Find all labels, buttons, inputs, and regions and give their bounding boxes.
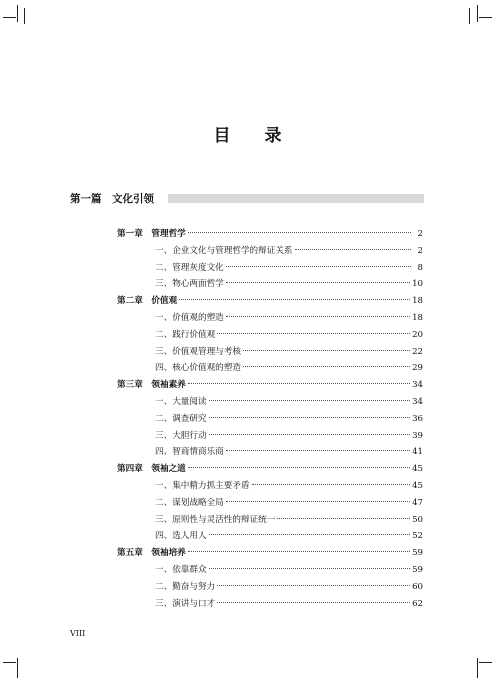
toc-section-entry[interactable] xyxy=(117,276,423,293)
toc-leader-dots xyxy=(243,350,410,351)
toc-section-entry[interactable] xyxy=(117,327,423,344)
toc-entry-label: 四、选人用人 xyxy=(155,531,207,542)
toc-entry-page: 50 xyxy=(412,514,423,525)
toc-entry-label: 三、演讲与口才 xyxy=(155,598,216,609)
toc-entry-page: 62 xyxy=(412,598,423,609)
crop-mark-top-left-v1 xyxy=(17,5,18,22)
toc-chapter-entry[interactable] xyxy=(117,377,423,394)
toc-entry-label: 第一章 管理哲学 xyxy=(117,229,186,239)
crop-mark-bottom-right-h xyxy=(479,662,492,663)
toc-leader-dots xyxy=(226,501,410,502)
crop-mark-bottom-right-v xyxy=(477,658,478,678)
toc-leader-dots xyxy=(209,568,410,569)
toc-entry-label: 一、集中精力抓主要矛盾 xyxy=(155,480,250,491)
crop-mark-top-right-v1 xyxy=(469,8,470,24)
toc-entry-label: 一、企业文化与管理哲学的辩证关系 xyxy=(155,245,293,256)
toc-entry-label: 二、管理灰度文化 xyxy=(155,262,224,273)
toc-section-entry[interactable] xyxy=(117,495,423,512)
toc-entry-page: 41 xyxy=(412,447,423,458)
toc-section-entry[interactable] xyxy=(117,444,423,461)
toc-entry-page: 60 xyxy=(412,581,423,592)
toc-entry-label: 三、价值观管理与考核 xyxy=(155,346,241,357)
toc-entry-label: 四、核心价值观的塑造 xyxy=(155,363,241,374)
toc-leader-dots xyxy=(188,232,411,233)
toc-leader-dots xyxy=(188,467,410,468)
toc-leader-dots xyxy=(209,534,410,535)
toc-entry-label: 四、智商情商乐商 xyxy=(155,447,224,458)
toc-entry-page: 18 xyxy=(412,312,423,323)
toc-entry-page: 20 xyxy=(412,329,423,340)
toc-entry-label: 二、调查研究 xyxy=(155,413,207,424)
toc-leader-dots xyxy=(295,249,411,250)
crop-mark-bottom-left-h xyxy=(3,662,16,663)
toc-leader-dots xyxy=(179,299,410,300)
toc-leader-dots xyxy=(217,585,410,586)
toc-leader-dots xyxy=(209,400,410,401)
toc-leader-dots xyxy=(226,266,411,267)
toc-entry-page: 59 xyxy=(412,564,423,575)
toc-section-entry[interactable] xyxy=(117,512,423,529)
toc-leader-dots xyxy=(217,602,410,603)
toc-leader-dots xyxy=(209,434,410,435)
toc-entry-label: 二、勤奋与努力 xyxy=(155,581,216,592)
toc-chapter-entry[interactable] xyxy=(117,545,423,562)
toc-leader-dots xyxy=(226,316,410,317)
toc-entry-page: 52 xyxy=(412,531,423,542)
toc-section-entry[interactable] xyxy=(117,478,423,495)
toc-entry-label: 二、谋划战略全局 xyxy=(155,497,224,508)
table-of-contents xyxy=(117,226,423,612)
toc-entry-label: 一、大量阅读 xyxy=(155,396,207,407)
toc-section-entry[interactable] xyxy=(117,243,423,260)
part-heading-bar xyxy=(168,194,424,203)
toc-entry-page: 2 xyxy=(417,229,423,239)
toc-entry-page: 45 xyxy=(412,480,423,491)
toc-leader-dots xyxy=(277,518,410,519)
toc-leader-dots xyxy=(243,366,410,367)
toc-entry-page: 39 xyxy=(412,430,423,441)
toc-entry-page: 10 xyxy=(412,279,423,290)
toc-entry-label: 三、物心两面哲学 xyxy=(155,279,224,290)
toc-chapter-entry[interactable] xyxy=(117,293,423,310)
toc-entry-label: 第四章 领袖之道 xyxy=(117,464,186,475)
crop-mark-top-right-h xyxy=(479,17,492,18)
toc-leader-dots xyxy=(252,484,411,485)
page-number: VIII xyxy=(70,629,86,638)
toc-entry-label: 第三章 领袖素养 xyxy=(117,380,186,391)
crop-mark-top-left-v2 xyxy=(24,8,25,24)
toc-entry-label: 三、原则性与灵活性的辩证统一 xyxy=(155,514,276,525)
toc-section-entry[interactable] xyxy=(117,562,423,579)
crop-mark-bottom-left-v xyxy=(17,658,18,678)
toc-entry-page: 34 xyxy=(412,396,423,407)
toc-entry-label: 第二章 价值观 xyxy=(117,296,178,307)
toc-leader-dots xyxy=(209,417,410,418)
toc-entry-label: 第五章 领袖培养 xyxy=(117,548,186,559)
toc-chapter-entry[interactable] xyxy=(117,226,423,243)
toc-section-entry[interactable] xyxy=(117,411,423,428)
toc-entry-page: 36 xyxy=(412,413,423,424)
toc-section-entry[interactable] xyxy=(117,596,423,613)
toc-leader-dots xyxy=(188,383,410,384)
toc-entry-page: 29 xyxy=(412,363,423,374)
crop-mark-top-right-v2 xyxy=(477,5,478,22)
toc-leader-dots xyxy=(226,450,410,451)
page-title: 目 录 xyxy=(213,126,296,146)
crop-mark-top-left-h xyxy=(3,17,16,18)
toc-leader-dots xyxy=(226,282,410,283)
toc-entry-label: 三、大胆行动 xyxy=(155,430,207,441)
toc-entry-page: 18 xyxy=(412,296,423,307)
toc-leader-dots xyxy=(188,551,410,552)
toc-section-entry[interactable] xyxy=(117,579,423,596)
toc-section-entry[interactable] xyxy=(117,528,423,545)
toc-section-entry[interactable] xyxy=(117,360,423,377)
part-heading xyxy=(70,192,424,204)
toc-section-entry[interactable] xyxy=(117,394,423,411)
toc-entry-page: 59 xyxy=(412,548,423,559)
toc-entry-page: 47 xyxy=(412,497,423,508)
toc-section-entry[interactable] xyxy=(117,260,423,277)
toc-entry-page: 2 xyxy=(417,245,423,256)
toc-section-entry[interactable] xyxy=(117,310,423,327)
toc-entry-page: 45 xyxy=(412,464,423,475)
toc-entry-page: 8 xyxy=(417,262,423,273)
toc-entry-page: 34 xyxy=(412,380,423,391)
toc-entry-label: 二、践行价值观 xyxy=(155,329,216,340)
toc-entry-page: 22 xyxy=(412,346,423,357)
toc-entry-label: 一、价值观的塑造 xyxy=(155,312,224,323)
toc-section-entry[interactable] xyxy=(117,428,423,445)
toc-leader-dots xyxy=(217,333,410,334)
toc-chapter-entry[interactable] xyxy=(117,461,423,478)
toc-entry-label: 一、依靠群众 xyxy=(155,564,207,575)
toc-section-entry[interactable] xyxy=(117,344,423,361)
part-label: 第一篇 文化引领 xyxy=(70,193,154,205)
